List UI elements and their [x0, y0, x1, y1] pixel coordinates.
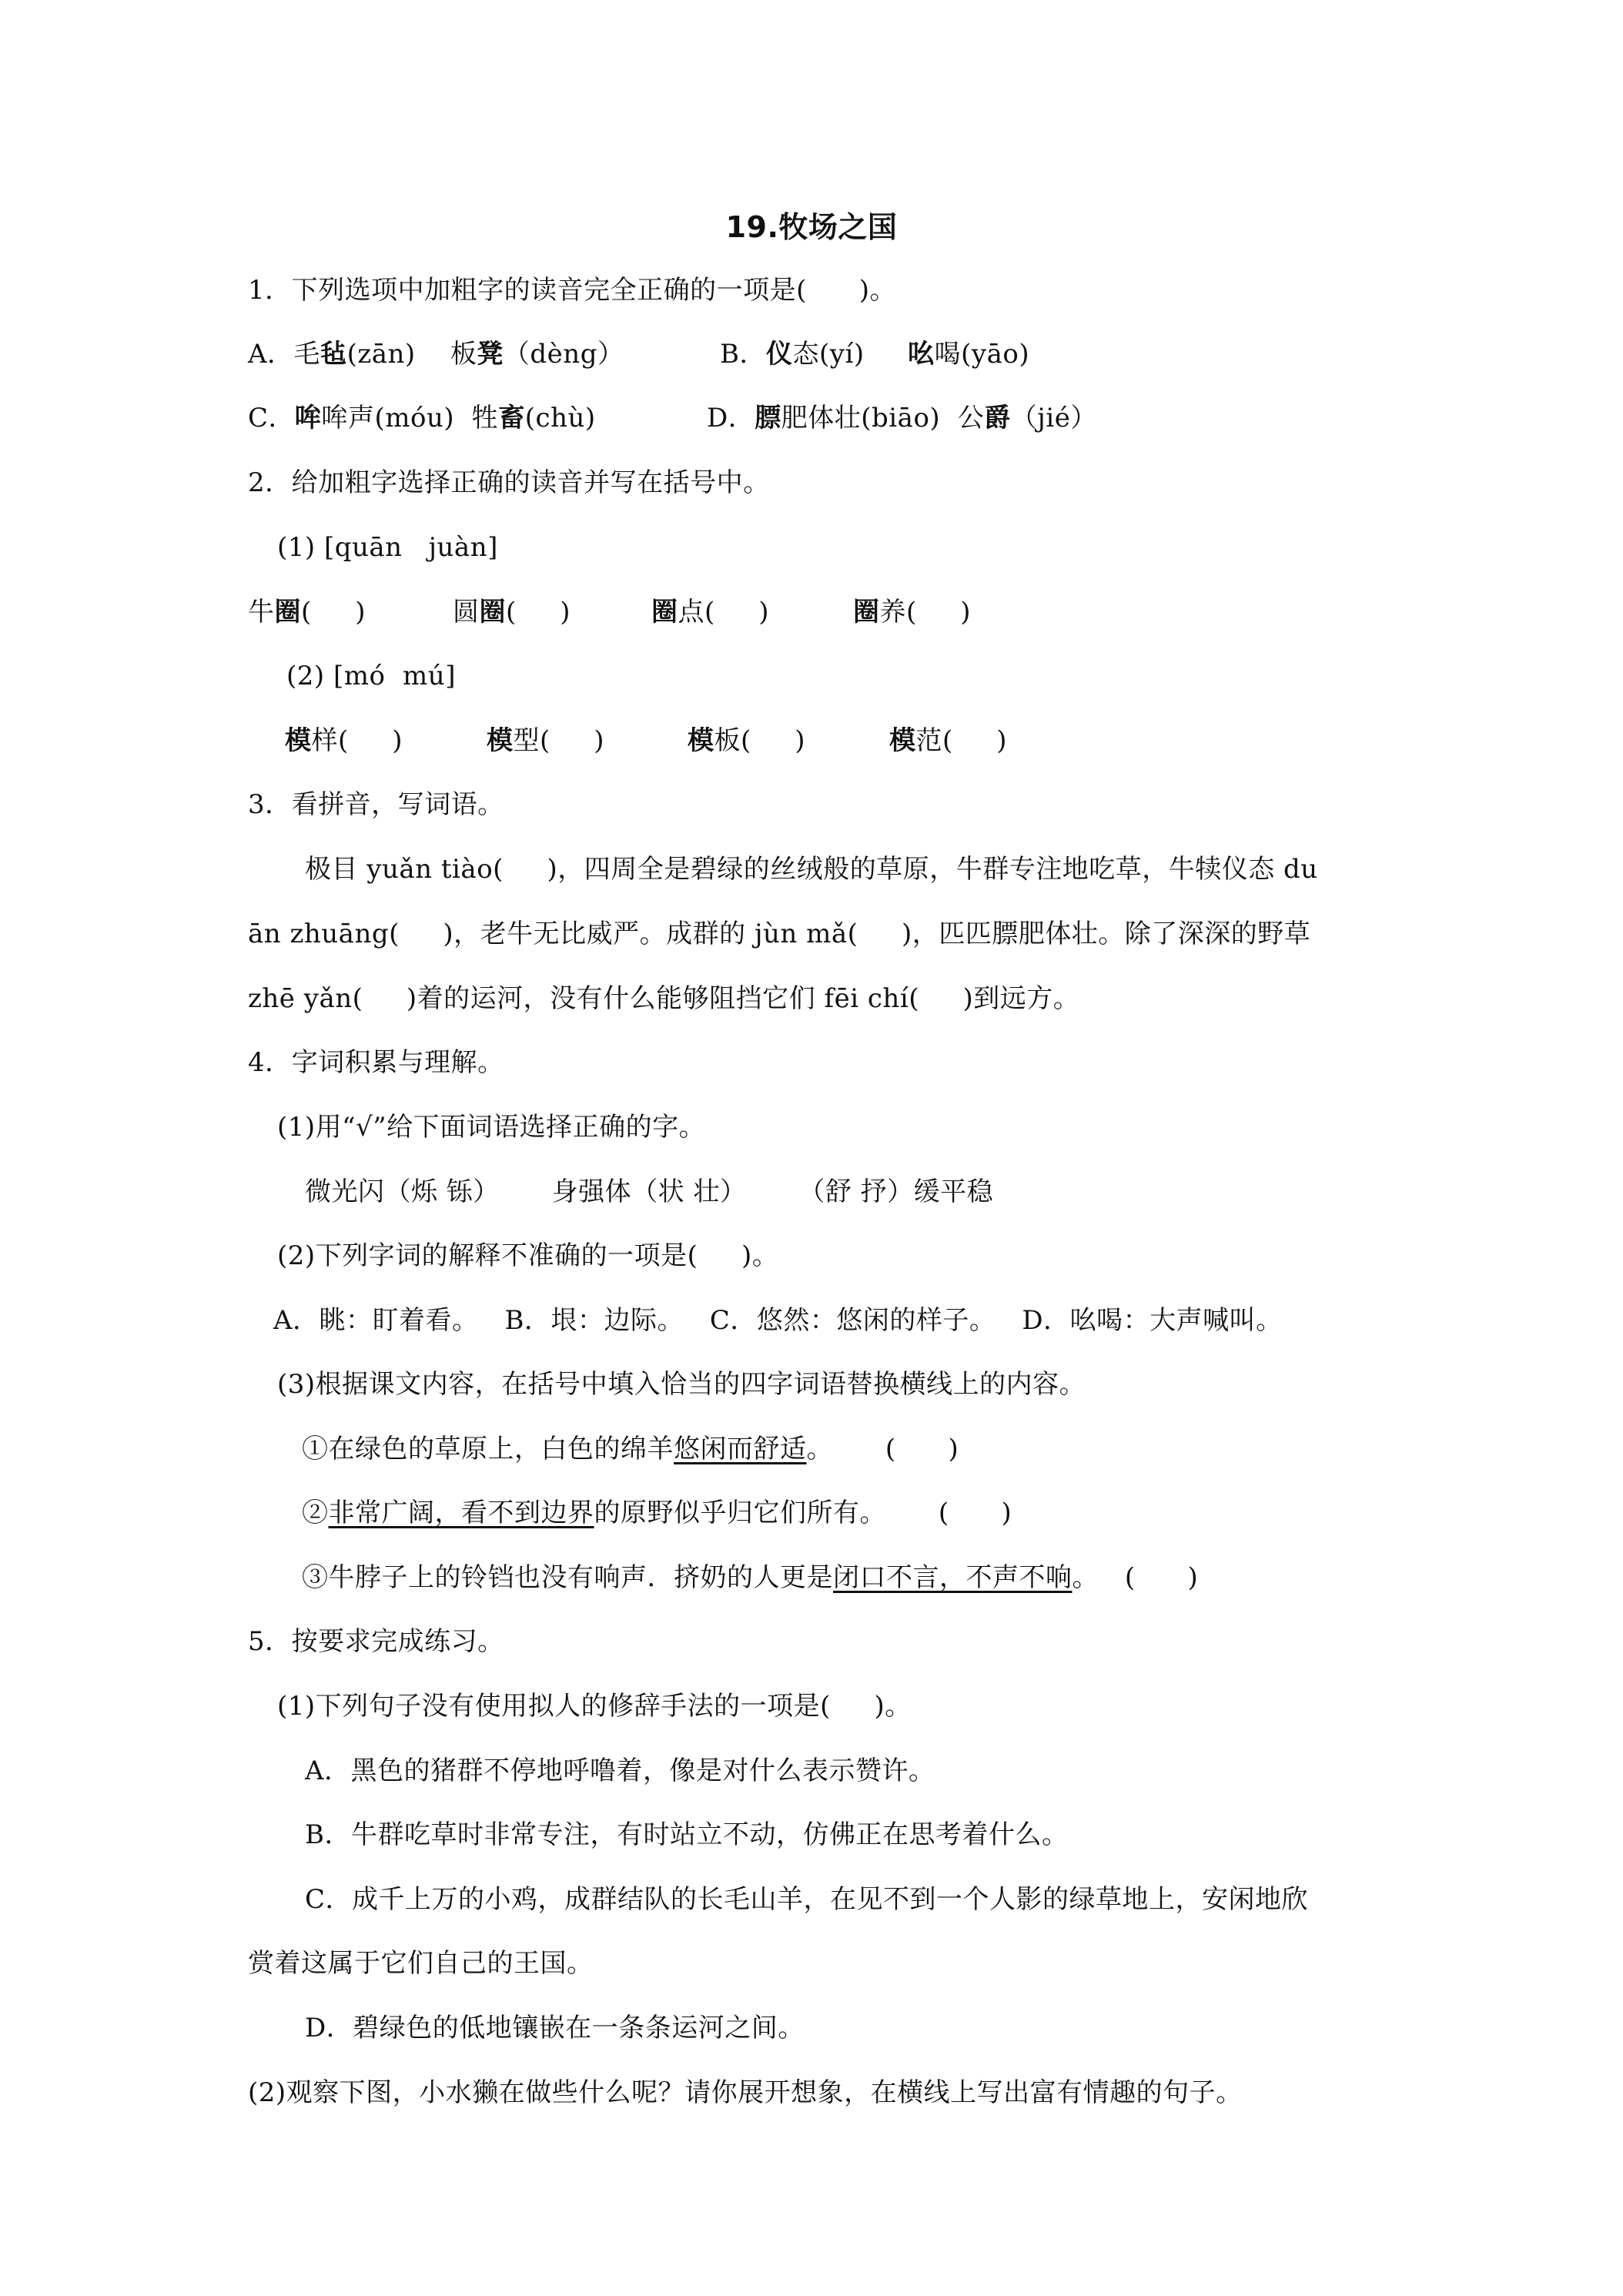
- q4-sub3-item: ②非常广阔，看不到边界的原野似乎归它们所有。 ( ): [302, 1498, 1012, 1528]
- q3-passage-line: 极目 yuǎn tiào( )，四周全是碧绿的丝绒般的草原，牛群专注地吃草，牛犊仪态 du: [305, 854, 1318, 885]
- q2-sub2-item: 模板( ): [688, 725, 806, 756]
- q5-stem: 5．按要求完成练习。: [248, 1626, 504, 1657]
- q5-option-b: B．牛群吃草时非常专注，有时站立不动，仿佛正在思考着什么。: [305, 1819, 1069, 1850]
- q4-sub3-item: ③牛脖子上的铃铛也没有响声．挤奶的人更是闭口不言，不声不响。 ( ): [302, 1562, 1199, 1593]
- q1-option-c: C．哞哞声(móu) 牲畜(chù): [248, 403, 596, 433]
- q2-sub1-item: 圈养( ): [853, 597, 972, 628]
- q4-sub2: (2)下列字词的解释不准确的一项是( )。: [277, 1240, 779, 1271]
- q2-sub2-item: 模范( ): [889, 725, 1008, 756]
- q4-sub2-options: A．眺：盯着看。 B．垠：边际。 C．悠然：悠闲的样子。 D．吆喝：大声喊叫。: [273, 1305, 1283, 1336]
- q5-sub1: (1)下列句子没有使用拟人的修辞手法的一项是( )。: [277, 1691, 912, 1722]
- q4-stem: 4．字词积累与理解。: [248, 1047, 504, 1078]
- q1-stem: 1．下列选项中加粗字的读音完全正确的一项是( )。: [248, 275, 897, 306]
- q3-passage-line: zhē yǎn( )着的运河，没有什么能够阻挡它们 fēi chí( )到远方。: [248, 983, 1080, 1014]
- q2-sub2-pinyin: (2) [mó mú]: [286, 661, 456, 691]
- q1-option-a: A．毛毡(zān) 板凳（dèng）: [248, 339, 624, 370]
- q4-sub3: (3)根据课文内容，在括号中填入恰当的四字词语替换横线上的内容。: [277, 1369, 1086, 1400]
- q5-sub2: (2)观察下图，小水獭在做些什么呢？请你展开想象，在横线上写出富有情趣的句子。: [248, 2077, 1243, 2108]
- q3-passage-line: ān zhuāng( )，老牛无比威严。成群的 jùn mǎ( )，匹匹膘肥体壮。除了深深的野草: [248, 919, 1311, 949]
- q3-stem: 3．看拼音，写词语。: [248, 789, 504, 820]
- q4-sub1: (1)用“√”给下面词语选择正确的字。: [277, 1112, 706, 1143]
- q2-sub1-item: 牛圈( ): [248, 597, 366, 628]
- q2-sub2-item: 模型( ): [487, 725, 605, 756]
- q4-sub1-items: 微光闪（烁 铄） 身强体（状 壮） （舒 抒）缓平稳: [305, 1176, 994, 1207]
- q5-option-d: D．碧绿色的低地镶嵌在一条条运河之间。: [305, 2013, 805, 2043]
- q5-option-a: A．黑色的猪群不停地呼噜着，像是对什么表示赞许。: [305, 1755, 935, 1786]
- q5-option-c: C．成千上万的小鸡，成群结队的长毛山羊，在见不到一个人影的绿草地上，安闲地欣: [305, 1884, 1309, 1915]
- q2-sub2-item: 模样( ): [285, 725, 403, 756]
- q5-option-c-continued: 赏着这属于它们自己的王国。: [248, 1948, 594, 1979]
- q1-option-d: D．膘肥体壮(biāo) 公爵（jié）: [707, 403, 1097, 433]
- page-title: 19.牧场之国: [725, 210, 898, 244]
- q2-sub1-item: 圆圈( ): [453, 597, 571, 628]
- q4-sub3-item: ①在绿色的草原上，白色的绵羊悠闲而舒适。 ( ): [302, 1434, 959, 1464]
- q2-sub1-pinyin: (1) [quān juàn]: [277, 532, 498, 563]
- q2-stem: 2．给加粗字选择正确的读音并写在括号中。: [248, 467, 770, 498]
- q2-sub1-item: 圈点( ): [651, 597, 770, 628]
- q1-option-b: B．仪态(yí) 吆喝(yāo): [720, 339, 1030, 370]
